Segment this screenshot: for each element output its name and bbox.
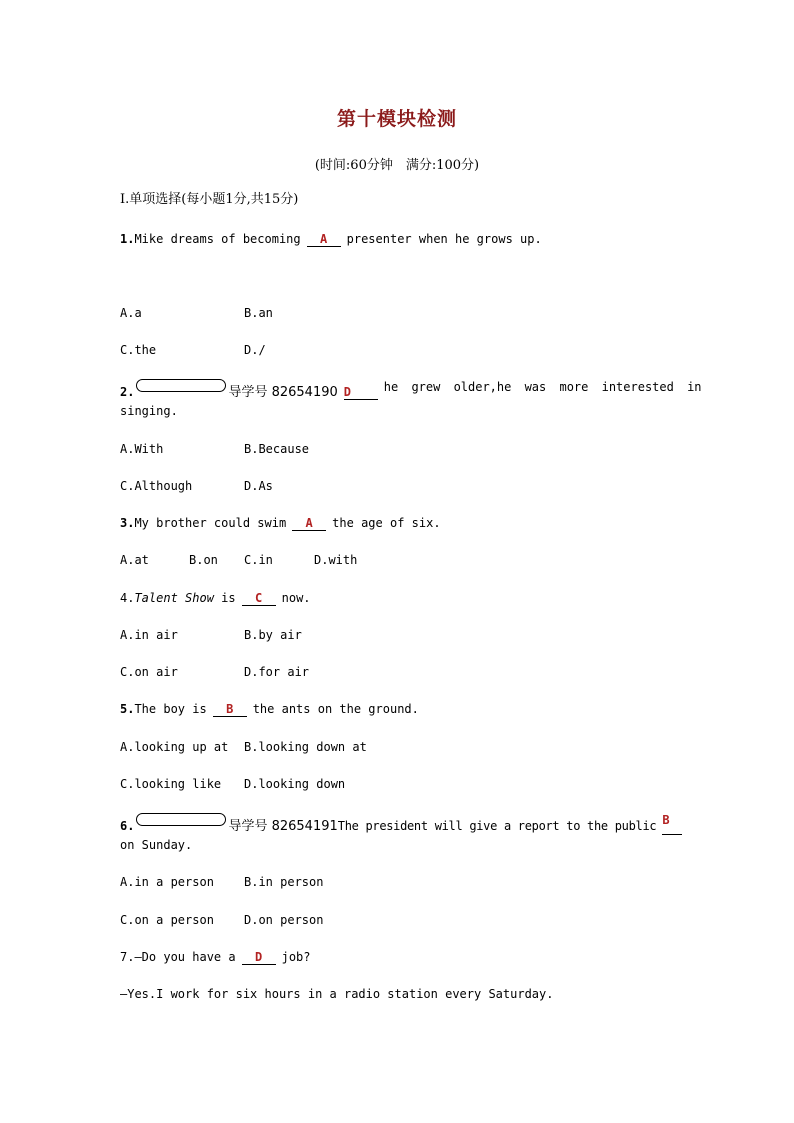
- question-3: [120, 515, 441, 531]
- question-4: [120, 590, 311, 606]
- question-5: [120, 701, 419, 717]
- option-d: D.for air: [244, 665, 310, 679]
- option-d: D.As: [244, 479, 273, 493]
- dialogue-reply: —Yes.I work for six hours in a radio station every Saturday.: [120, 987, 554, 1001]
- option-d: D.with: [314, 553, 358, 567]
- question-number: 1.: [120, 232, 135, 246]
- option-b: B.an: [244, 306, 273, 320]
- question-7: [120, 949, 311, 965]
- question-text: Mike dreams of becoming: [134, 232, 301, 246]
- options-row: [120, 912, 324, 928]
- question-1: [120, 231, 542, 247]
- guide-badge: [136, 813, 226, 826]
- answer-blank: A: [292, 516, 326, 531]
- answer-blank: A: [307, 232, 341, 247]
- question-text: My brother could swim: [134, 516, 287, 530]
- option-c: C.on a person: [120, 913, 214, 927]
- option-c: C.in: [244, 553, 273, 567]
- options-row: [120, 874, 324, 890]
- answer-blank: B: [213, 702, 247, 717]
- options-row: [120, 478, 273, 494]
- answer-blank: D: [344, 385, 378, 400]
- question-continuation: on Sunday.: [120, 838, 193, 852]
- question-number: 7.: [120, 950, 135, 964]
- option-a: A.With: [120, 442, 164, 456]
- option-c: C.the: [120, 343, 157, 357]
- option-b: B.in person: [244, 875, 324, 889]
- question-text: now.: [281, 591, 311, 605]
- option-d: D.looking down: [244, 777, 346, 791]
- question-number: 5.: [120, 702, 135, 716]
- page-title: 第十模块检测: [336, 108, 457, 130]
- option-b: B.Because: [244, 442, 310, 456]
- guide-number: 导学号 82654191: [228, 819, 338, 834]
- option-b: B.by air: [244, 628, 302, 642]
- question-text: The boy is: [134, 702, 207, 716]
- options-row: [120, 552, 358, 568]
- question-text: the age of six.: [332, 516, 441, 530]
- options-row: [120, 739, 367, 755]
- question-text: presenter when he grows up.: [346, 232, 542, 246]
- question-text: job?: [281, 950, 311, 964]
- option-a: A.looking up at: [120, 740, 229, 754]
- question-text: is: [221, 591, 236, 605]
- option-d: D./: [244, 343, 266, 357]
- question-text: —Do you have a: [134, 950, 236, 964]
- section-heading: Ⅰ.单项选择(每小题1分,共15分): [120, 192, 299, 207]
- options-row: [120, 441, 310, 457]
- option-a: A.in air: [120, 628, 178, 642]
- question-6: [120, 813, 675, 835]
- question-number: 6.: [120, 819, 135, 833]
- option-b: B.looking down at: [244, 740, 367, 754]
- answer-blank: C: [242, 591, 276, 606]
- option-a: A.in a person: [120, 875, 214, 889]
- option-c: C.on air: [120, 665, 178, 679]
- exam-info: (时间:60分钟 满分:100分): [314, 158, 480, 173]
- question-continuation: singing.: [120, 404, 178, 418]
- option-a: A.at: [120, 553, 149, 567]
- options-row: [120, 627, 302, 643]
- answer-blank: B: [662, 813, 682, 835]
- question-2: [120, 379, 702, 401]
- option-c: C.looking like: [120, 777, 222, 791]
- option-b: B.on: [189, 553, 218, 567]
- options-row: [120, 664, 310, 680]
- guide-badge: [136, 379, 226, 392]
- question-number: 2.: [120, 385, 135, 399]
- option-d: D.on person: [244, 913, 324, 927]
- options-row: [120, 776, 346, 792]
- answer-blank: D: [242, 950, 276, 965]
- guide-number: 导学号 82654190: [228, 385, 338, 400]
- question-text: The president will give a report to the public: [337, 819, 657, 833]
- option-c: C.Although: [120, 479, 193, 493]
- show-title: Talent Show: [134, 591, 214, 605]
- options-row: [120, 342, 266, 358]
- question-number: 4.: [120, 591, 135, 605]
- option-a: A.a: [120, 306, 142, 320]
- question-number: 3.: [120, 516, 135, 530]
- options-row: [120, 305, 273, 321]
- question-text: he grew older,he was more interested in: [383, 380, 702, 394]
- question-text: the ants on the ground.: [252, 702, 419, 716]
